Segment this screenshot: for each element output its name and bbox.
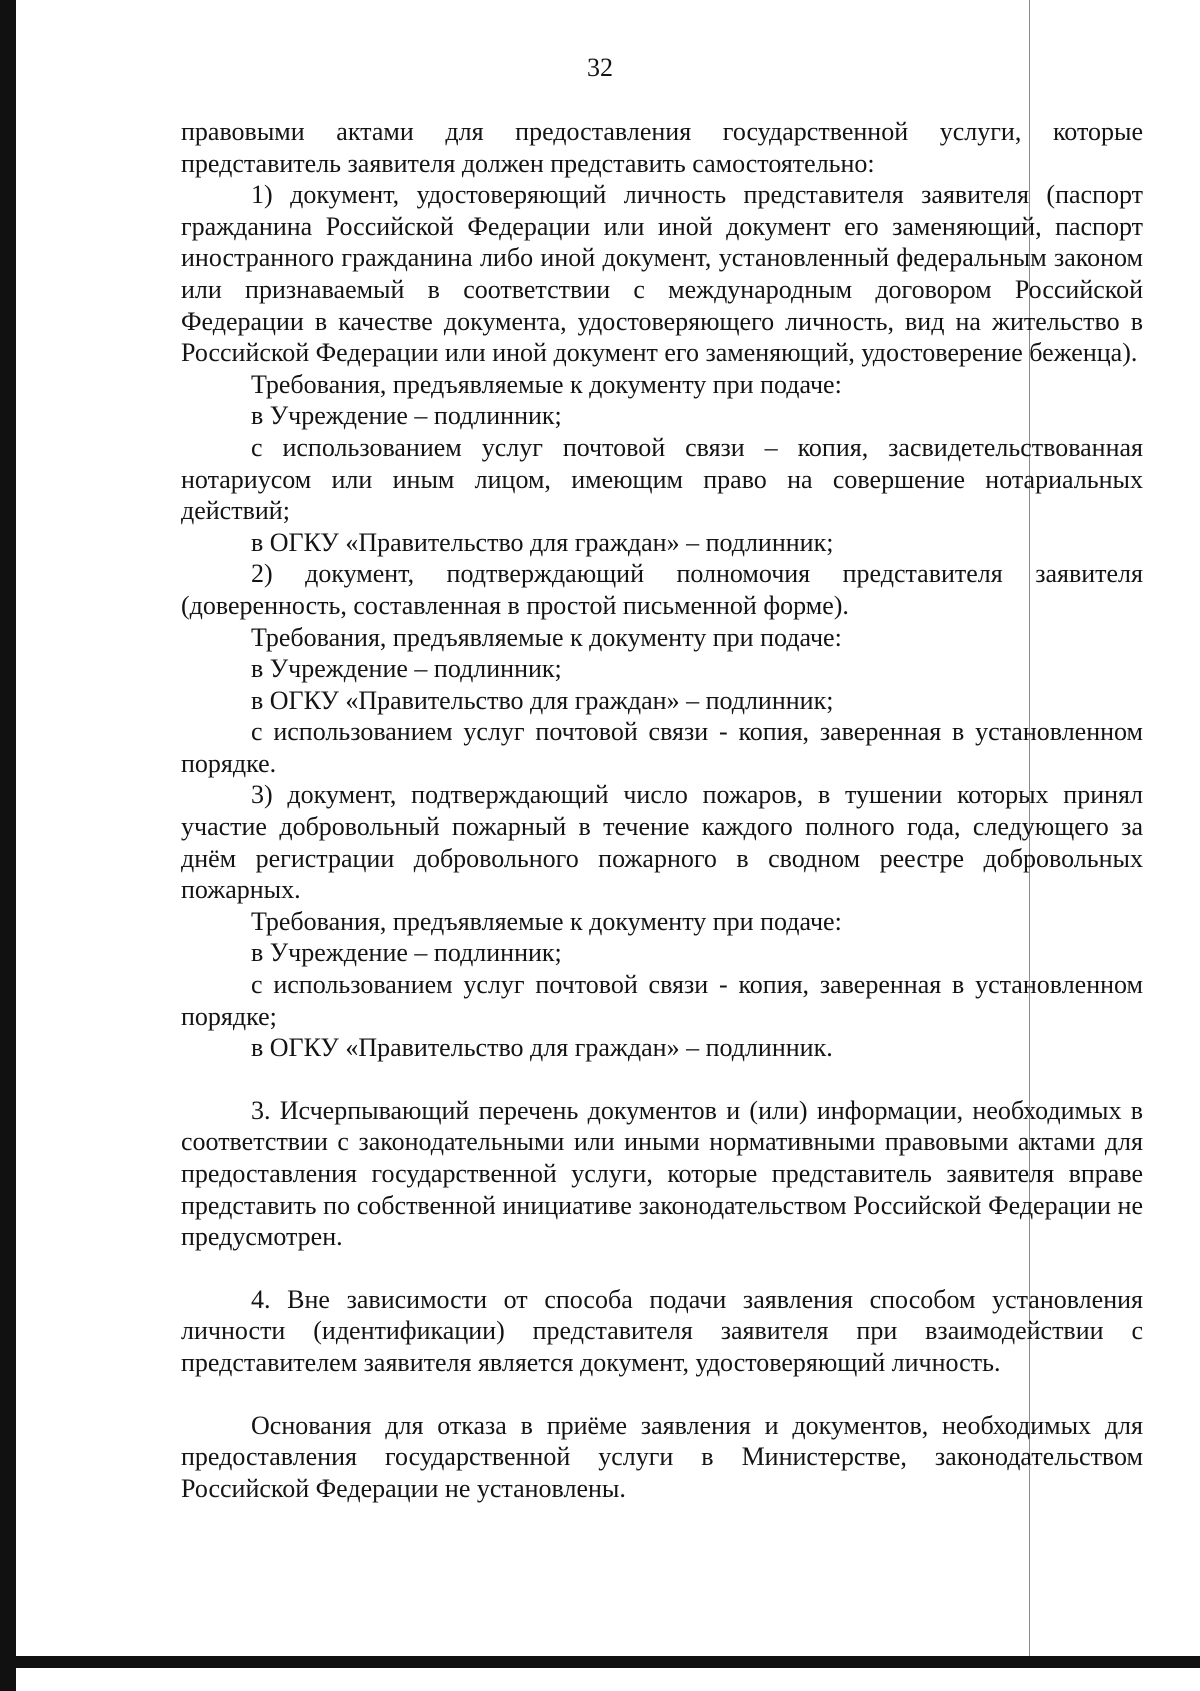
requirement-item: в ОГКУ «Правительство для граждан» – подлинник. bbox=[251, 1033, 833, 1063]
requirement-item: в ОГКУ «Правительство для граждан» – подлинник; bbox=[251, 685, 834, 715]
document-body bbox=[181, 116, 1143, 1504]
requirement-item: в Учреждение – подлинник; bbox=[251, 938, 562, 968]
requirement-item: с использованием услуг почтовой связи – копия, засвидетельствованная нотариусом или иным лицом, имеющим право на совершение нотариальных действий; bbox=[181, 432, 1143, 526]
refusal-grounds-paragraph: Основания для отказа в приёме заявления и документов, необходимых для предоставления государственной услуги в Министерстве, законодательством Российской Федерации не установлены. bbox=[181, 1410, 1143, 1503]
section-3-paragraph: 3. Исчерпывающий перечень документов и (или) информации, необходимых в соответствии с законодательными или иными нормативными правовыми актами для предоставления государственной услуги, которые представитель заявителя вправе представить по собственной инициативе законодательством Российской Федерации не предусмотрен. bbox=[181, 1095, 1143, 1252]
requirement-item: с использованием услуг почтовой связи - копия, заверенная в установленном порядке; bbox=[181, 970, 1143, 1031]
paragraph-continuation: правовыми актами для предоставления государственной услуги, которые представитель заявителя должен представить самостоятельно: bbox=[181, 117, 1143, 178]
list-item-2: 2) документ, подтверждающий полномочия представителя заявителя (доверенность, составленная в простой письменной форме). bbox=[181, 559, 1143, 620]
scan-edge-bottom bbox=[0, 1656, 1200, 1668]
requirements-heading: Требования, предъявляемые к документу при подаче: bbox=[251, 369, 842, 399]
requirement-item: в ОГКУ «Правительство для граждан» – подлинник; bbox=[251, 527, 834, 557]
page-number: 32 bbox=[587, 53, 613, 82]
list-item-3: 3) документ, подтверждающий число пожаров, в тушении которых принял участие добровольный пожарный в течение каждого полного года, следующего за днём регистрации добровольного пожарного в сводном реестре добровольных пожарных. bbox=[181, 780, 1143, 905]
scan-edge-left bbox=[0, 0, 16, 1691]
requirements-heading: Требования, предъявляемые к документу при подаче: bbox=[251, 906, 842, 936]
requirement-item: в Учреждение – подлинник; bbox=[251, 654, 562, 684]
requirement-item: в Учреждение – подлинник; bbox=[251, 401, 562, 431]
requirements-heading: Требования, предъявляемые к документу при подаче: bbox=[251, 622, 842, 652]
list-item-1: 1) документ, удостоверяющий личность представителя заявителя (паспорт гражданина Российской Федерации или иной документ его заменяющий, паспорт иностранного гражданина либо иной документ, установленный федеральным законом или признаваемый в соответствии с международным договором Российской Федерации в качестве документа, удостоверяющего личность, вид на жительство в Российской Федерации или иной документ его заменяющий, удостоверение беженца). bbox=[181, 180, 1143, 368]
section-4-paragraph: 4. Вне зависимости от способа подачи заявления способом установления личности (идентификации) представителя заявителя при взаимодействии с представителем заявителя является документ, удостоверяющий личность. bbox=[181, 1284, 1143, 1377]
requirement-item: с использованием услуг почтовой связи - копия, заверенная в установленном порядке. bbox=[181, 717, 1143, 778]
